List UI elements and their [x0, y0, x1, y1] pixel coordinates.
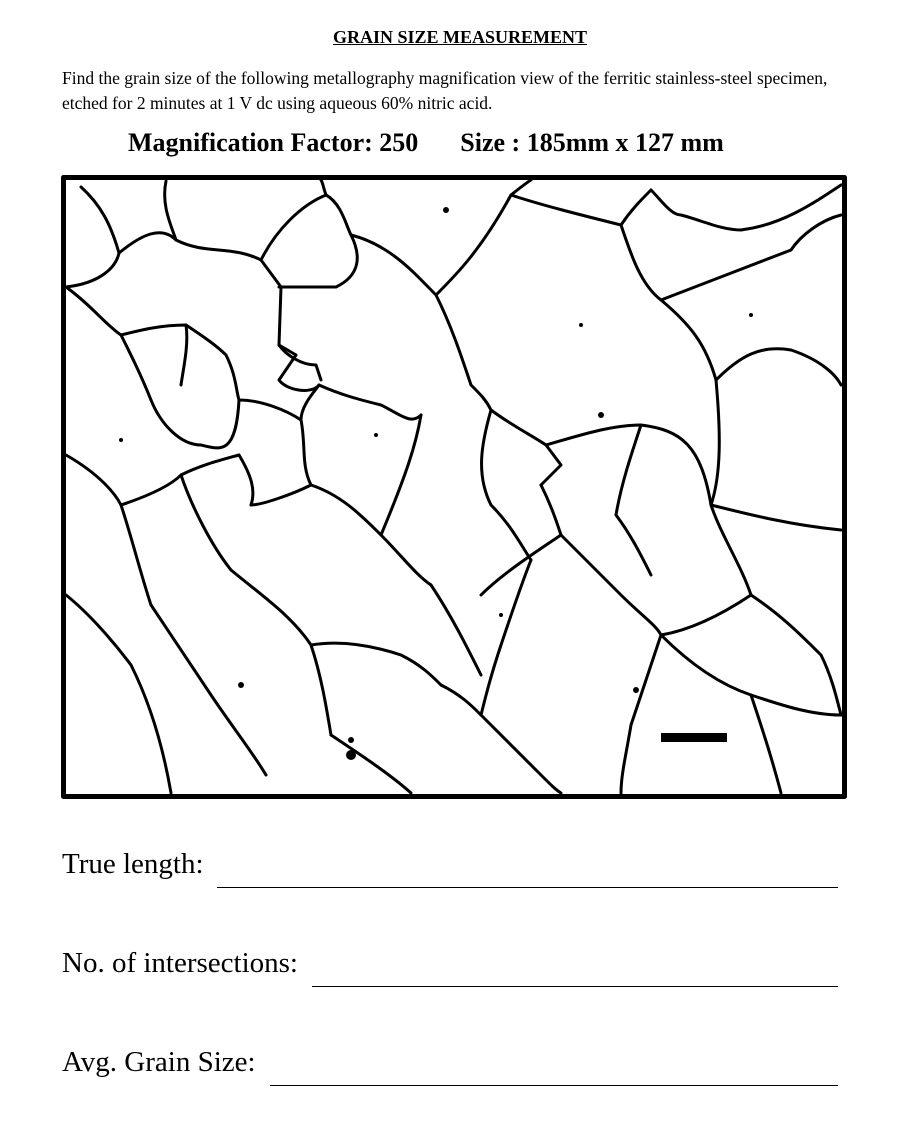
worksheet-title: GRAIN SIZE MEASUREMENT — [332, 27, 588, 47]
specimen-specs — [128, 128, 724, 158]
avg-grain-size-field[interactable] — [62, 1046, 838, 1086]
intersections-field[interactable] — [62, 947, 838, 987]
specimen-size: Size : 185mm x 127 mm — [460, 128, 724, 157]
instructions-text: Find the grain size of the following metallography magnification view of the ferritic stainless-steel specimen, etched for 2 minutes at 1 V dc using aqueous 60% nitric acid. — [62, 68, 828, 113]
avg-grain-size-label: Avg. Grain Size: — [62, 1046, 256, 1078]
true-length-field[interactable] — [62, 848, 838, 888]
intersections-label: No. of intersections: — [62, 947, 298, 979]
true-length-label: True length: — [62, 848, 204, 880]
magnification-factor: Magnification Factor: 250 — [128, 128, 419, 157]
true-length-line[interactable] — [217, 887, 838, 888]
avg-grain-size-line[interactable] — [270, 1085, 838, 1086]
micrograph-image — [61, 175, 847, 799]
scale-bar — [661, 733, 727, 742]
intersections-line[interactable] — [312, 986, 838, 987]
